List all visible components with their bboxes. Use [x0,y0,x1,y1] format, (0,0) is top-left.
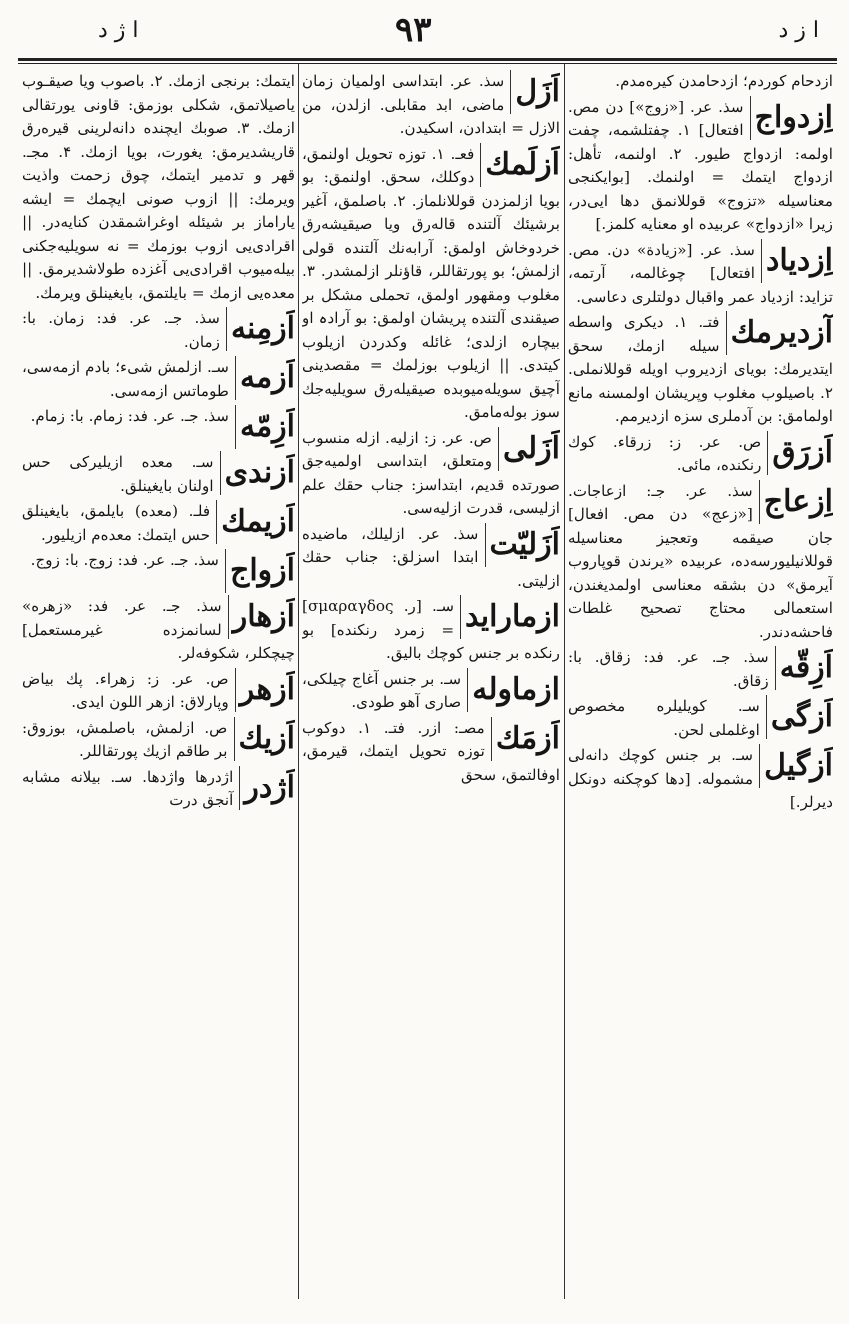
entry-headword: اَزِمّه [235,405,295,449]
entry-headword: اَزهر [235,668,295,712]
entry-headword: اَزمِنه [226,307,295,351]
dictionary-entry [22,717,295,764]
entry-headword: اَزگیل [759,744,833,788]
entry-definition: سـ. بر جنس آغاج چیلکی، صاری آهو طودی. [302,669,462,711]
entry-headword: اَزگی [766,695,833,739]
dictionary-entry [568,695,833,742]
dictionary-entry [302,143,560,425]
column-middle [302,70,560,1300]
entry-headword: اَژدر [239,766,295,810]
entry-headword: اَزِقّه [775,646,833,690]
entry-definition: مصـ: ازر. فتـ. ۱. دوکوب توزه تحویل ایتمك، قیرمق، اوفالتمق، سحق [302,718,560,784]
entry-definition: سذ. عر. ازلیلك، ماضیده ابتدا اسزلق: جناب حقك ازلیتی. [302,524,560,590]
entry-headword: ازماراید [460,595,560,639]
entry-headword: آزدیرمك [726,311,833,355]
entry-definition: ص. عر. ز: زرقاء. کوك رنکنده، مائی. [568,432,762,474]
entry-definition: فعـ. ۱. توزه تحویل اولنمق، دوکلك، سحق. اولنمق: بو بویا ازلمزدن قوللانلماز. ۲. باصلمق، آغیر برشیئك آلتنده قاله‌رق ویا صیقیشه‌رق خردوخاش اولمق: آرابه‌نك آلتنده قولی ازلمش؛ بو پورتقاللر، قاؤنلر ازلمشدر. ۳. مغلوب ومقهور اولمق، تحملی مشکل بر صیقندی آلتنده پریشان اولمق: بو آرادہ او بیچاره ازلدی؛ غائله وکدردن ازیلوب کیتدی. || ازیلوب بوزلمك = مقصدینی آچیق سویله‌میوبده صیقیله‌رق سویلیه‌جك سوز بوله‌مامق. [302,144,560,421]
entry-definition: فلـ. (معده) بایلمق، بایغینلق حس ایتمك: معده‌م ازیلیور. [22,502,211,544]
dictionary-entry [568,239,833,310]
entry-definition: سذ. عر. ابتداسی اولمیان زمان ماضی، ابد مقابلی. ازلدن، من الازل = ابتدادن، اسکیدن. [302,72,560,137]
entry-headword: ازماوله [467,668,560,712]
entry-definition: سـ. ازلمش شیء؛ بادم ازمه‌سی، طوماتس ازمه‌سی. [22,358,230,400]
dictionary-entry [22,668,295,715]
column-right [568,70,833,1300]
dictionary-entry [302,595,560,666]
running-header-right: ا ز د [778,18,819,43]
entry-definition: سذ. جـ. عر. فد: زمان. با: زمان. [22,309,220,351]
entry-definition: سـ. معده ازیلیرکی حس اولنان بایغینلق. [22,453,214,495]
dictionary-entry [22,549,295,593]
entry-headword: اِزدواج [750,96,833,140]
entry-definition: سذ. عر. جـ: ازعاجات. [«زعج» دن مص. افعال] جان صیقمه وتعجیز معناسیله قوللانیلیورسه‌ده، عربیده «یرندن قوپاروب آیرمق» دن بشقه معناسی اولمدیغندن، استعمالی محتاج تصحیح غلطات فاحشه‌دندر. [568,481,833,641]
dictionary-entry [568,96,833,237]
dictionary-entry [22,70,295,305]
entry-definition: سذ. جـ. عر. فد: زوج. با: زوج. [30,551,219,569]
dictionary-entry [22,307,295,354]
dictionary-entry [22,595,295,666]
dictionary-entry [302,427,560,521]
entry-definition: ص. عر. ز: ازلیه. ازله منسوب ومتعلق، ابتداسی اولمیه‌جق صورتده قدیم، ابتداسز: جناب حقك علم ازلیسی، قدرت ازلیه‌سی. [302,428,560,517]
entry-definition: ازدحام کوردم؛ ازدحامدن کیره‌مدم. [615,72,833,90]
entry-headword: اِزدیاد [761,239,833,283]
entry-headword: اَزرَق [767,431,833,475]
dictionary-entry [302,668,560,715]
entry-headword: اَزَلیّت [485,523,560,567]
entry-definition: سذ. جـ. عر. فد: زقاق. با: زقاق. [568,648,769,690]
header-rule-thin [18,63,837,64]
entry-definition: سذ. عر. [«زیادة» دن. مص. افتعال] چوغالمه، آرتمه، تزاید: ازدیاد عمر واقبال دولتلری دعاسی. [568,240,833,306]
dictionary-entry [568,70,833,94]
dictionary-entry [568,311,833,429]
entry-headword: اَزمَك [491,717,560,761]
dictionary-entry [568,431,833,478]
entry-headword: اِزعاج [759,480,833,524]
dictionary-entry [568,744,833,815]
entry-definition: فتـ. ۱. دیکری واسطه سیله ازمك، سحق ایتدیرمك: بویای ازدیروب اویله قوللانملی. ۲. باصیلوب مغلوب وپریشان اولمسنه مانع اولمامق: بن آدملری سزه ازدیرمم. [568,313,833,425]
dictionary-entry [568,646,833,693]
entry-headword: اَزمه [235,356,295,400]
dictionary-entry [22,766,295,813]
dictionary-entry [568,480,833,645]
dictionary-entry [302,523,560,594]
entry-definition: ایتمك: برنجی ازمك. ۲. باصوب ویا صیقـوب یاصیلاتمق، شکلی بوزمق: قاونی یورتقالی ازمك. ۳. صوبك ایچنده دانه‌لرینی قیره‌رق قاریشدیرمق: یغورت، بویا ازمك. ۴. مجـ. قهر و تدمیر ایتمك، چوق زحمت واذیت ویرمك: || ازوب صونی ایچمك = ایشه یاراماز بر شیئله اوغراشمقدن کنایه‌در. || اقرادی‌یی ازوب بوزمك = نه سویلیه‌جکنی بیله‌میوب اقرادی‌یی آغزده طولاشدیرمق. || معده‌یی ازمك = بایلتمق، بایغینلق ویرمك. [22,72,295,302]
header-rule [18,58,837,61]
running-header-left: ا ژ د [98,18,139,43]
entry-definition: ص. ازلمش، باصلمش، بوزوق: بر طاقم ازیك پورتقاللر. [22,718,228,760]
entry-definition: سـ. بر جنس کوچك دانه‌لی مشموله. [دها کوچکنه دونکل دیرلر.] [568,746,833,811]
entry-definition: اژدرها واژدها. سـ. بیلانه مشابه آنجق درت [22,767,234,809]
dictionary-entry [22,356,295,403]
entry-definition: سـ. [ر. σμαραγδος] = زمرد رنکنده] بو رنکده بر جنس کوچك بالیق. [302,597,560,662]
entry-headword: اَزَل [510,70,560,114]
page-number: ۹۳ [395,10,432,50]
dictionary-entry [22,451,295,498]
column-left [22,70,295,1300]
entry-headword: اَزلَمك [480,143,560,187]
entry-headword: اَزواج [225,549,295,593]
entry-definition: سذ. عر. [«زوج»] دن مص. افتعال] ۱. چفتلشمه، چفت اولمه: ازدواج طیور. ۲. اولنمه، تأهل: ازدواج ایتمك = اولنمك. [بوایکنجی معناسیله «تزوج» قوللانمق دها ایی‌در، زیرا «ازدواج» عربیده او معنایه کلمز.] [568,97,833,233]
dictionary-entry [22,500,295,547]
dictionary-entry [22,405,295,449]
entry-definition: سذ. جـ. عر. فد: «زهره» لسانمزده غیرمستعمل] چیچکلر، شکوفه‌لر. [22,597,295,662]
entry-definition: سذ. جـ. عر. فد: زمام. با: زمام. [30,407,230,425]
dictionary-entry [302,717,560,788]
entry-headword: اَزَلی [498,427,560,471]
column-divider [298,64,299,1299]
column-divider [564,64,565,1299]
entry-definition: ص. عر. ز: زهراء. پك بیاض وپارلاق: ازهر اللون ایدی. [22,669,229,711]
entry-headword: اَزیمك [216,500,295,544]
dictionary-entry [302,70,560,141]
entry-headword: اَزیك [234,717,295,761]
entry-definition: سـ. کویلیلره مخصوص اوغلملی لحن. [568,697,760,739]
entry-headword: اَزهار [228,595,295,639]
entry-headword: اَزندی [220,451,295,495]
